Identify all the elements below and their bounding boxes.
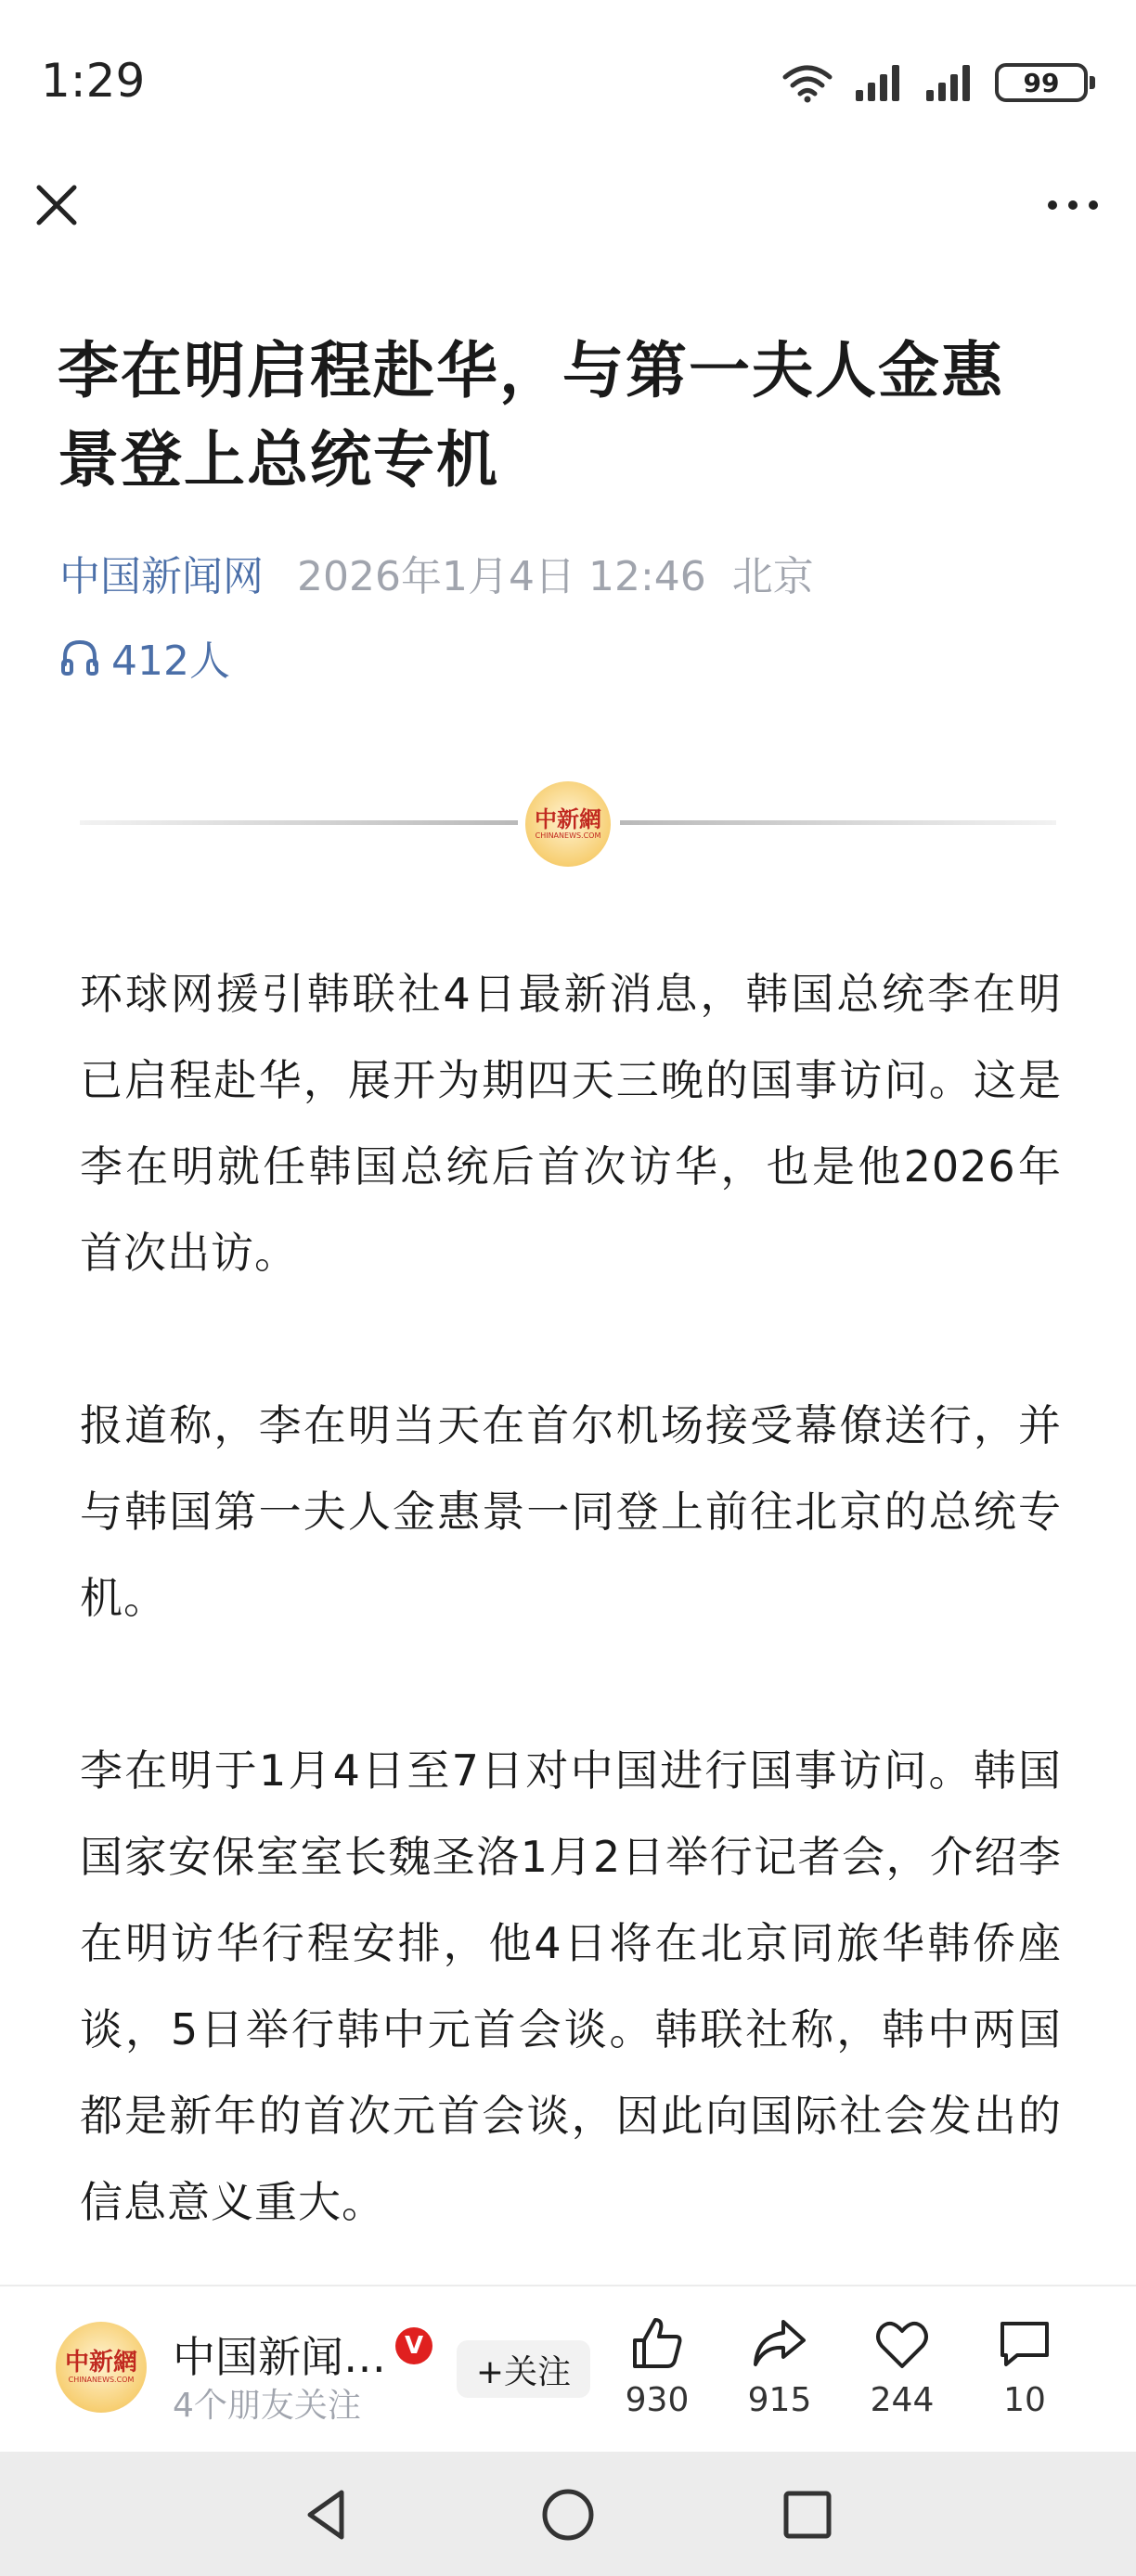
article-meta [59,543,814,602]
logo-subtext: CHINANEWS.COM [535,831,601,840]
avatar-logo-subtext: CHINANEWS.COM [68,2376,135,2384]
friends-following: 4个朋友关注 [173,2387,361,2425]
status-icons [781,58,1088,108]
heart-icon [872,2314,932,2374]
comment-icon [995,2314,1054,2374]
share-icon [750,2314,809,2374]
recent-apps-icon[interactable] [774,2481,841,2548]
divider-right [620,820,1056,825]
wifi-icon [781,62,833,103]
listener-count: 412人 [111,638,230,685]
article-title: 李在明启程赴华，与第一夫人金惠景登上总统专机 [58,335,1004,496]
author-name[interactable]: 中国新闻… [173,2332,386,2382]
share-count: 915 [747,2381,812,2419]
follow-button[interactable]: +关注 [457,2340,590,2398]
article-paragraph: 报道称，李在明当天在首尔机场接受幕僚送行，并与韩国第一夫人金惠景一同登上前往北京的总统专机。 [80,1400,1062,1623]
verified-badge-icon: V [395,2327,432,2364]
article-paragraph: 李在明于1月4日至7日对中国进行国事访问。韩国国家安保室室长魏圣洛1月2日举行记者会，介绍李在明访华行程安排，他4日将在北京同旅华韩侨座谈，5日举行韩中元首会谈。韩联社称，韩中两国都是新年的首次元首会谈，因此向国际社会发出的信息意义重大。 [80,1745,1062,2227]
article-date: 2026年1月4日 12:46 [297,553,706,600]
chinanews-logo [525,781,611,867]
divider-left [80,820,518,825]
article-paragraph: 环球网援引韩联社4日最新消息，韩国总统李在明已启程赴华，展开为期四天三晚的国事访问。这是李在明就任韩国总统后首次访华，也是他2026年首次出访。 [80,969,1062,1278]
more-icon[interactable] [1043,182,1103,228]
thumbs-up-icon [627,2314,687,2374]
listen-button[interactable] [59,627,230,687]
close-icon[interactable] [28,176,85,234]
system-navigation-bar [0,2452,1136,2576]
like-button[interactable] [611,2314,704,2419]
article-location: 北京 [731,553,814,600]
back-icon[interactable] [293,2481,360,2548]
favorite-button[interactable] [856,2314,949,2419]
share-button[interactable] [733,2314,826,2419]
signal-icon [854,62,904,103]
comment-button[interactable] [978,2314,1071,2419]
comment-count: 10 [1003,2381,1046,2419]
author-avatar[interactable] [56,2322,147,2413]
article-body [80,951,1062,2332]
bottom-action-bar [0,2285,1136,2454]
home-icon[interactable] [535,2481,601,2548]
favorite-count: 244 [870,2381,935,2419]
status-time: 1:29 [41,54,146,108]
like-count: 930 [625,2381,690,2419]
logo-text: 中新網 [535,805,601,832]
avatar-logo-text: 中新網 [64,2349,137,2376]
article-source-link[interactable]: 中国新闻网 [59,553,264,600]
headphones-icon [59,637,100,677]
battery-icon: 99 [995,63,1088,102]
signal-icon [924,62,975,103]
